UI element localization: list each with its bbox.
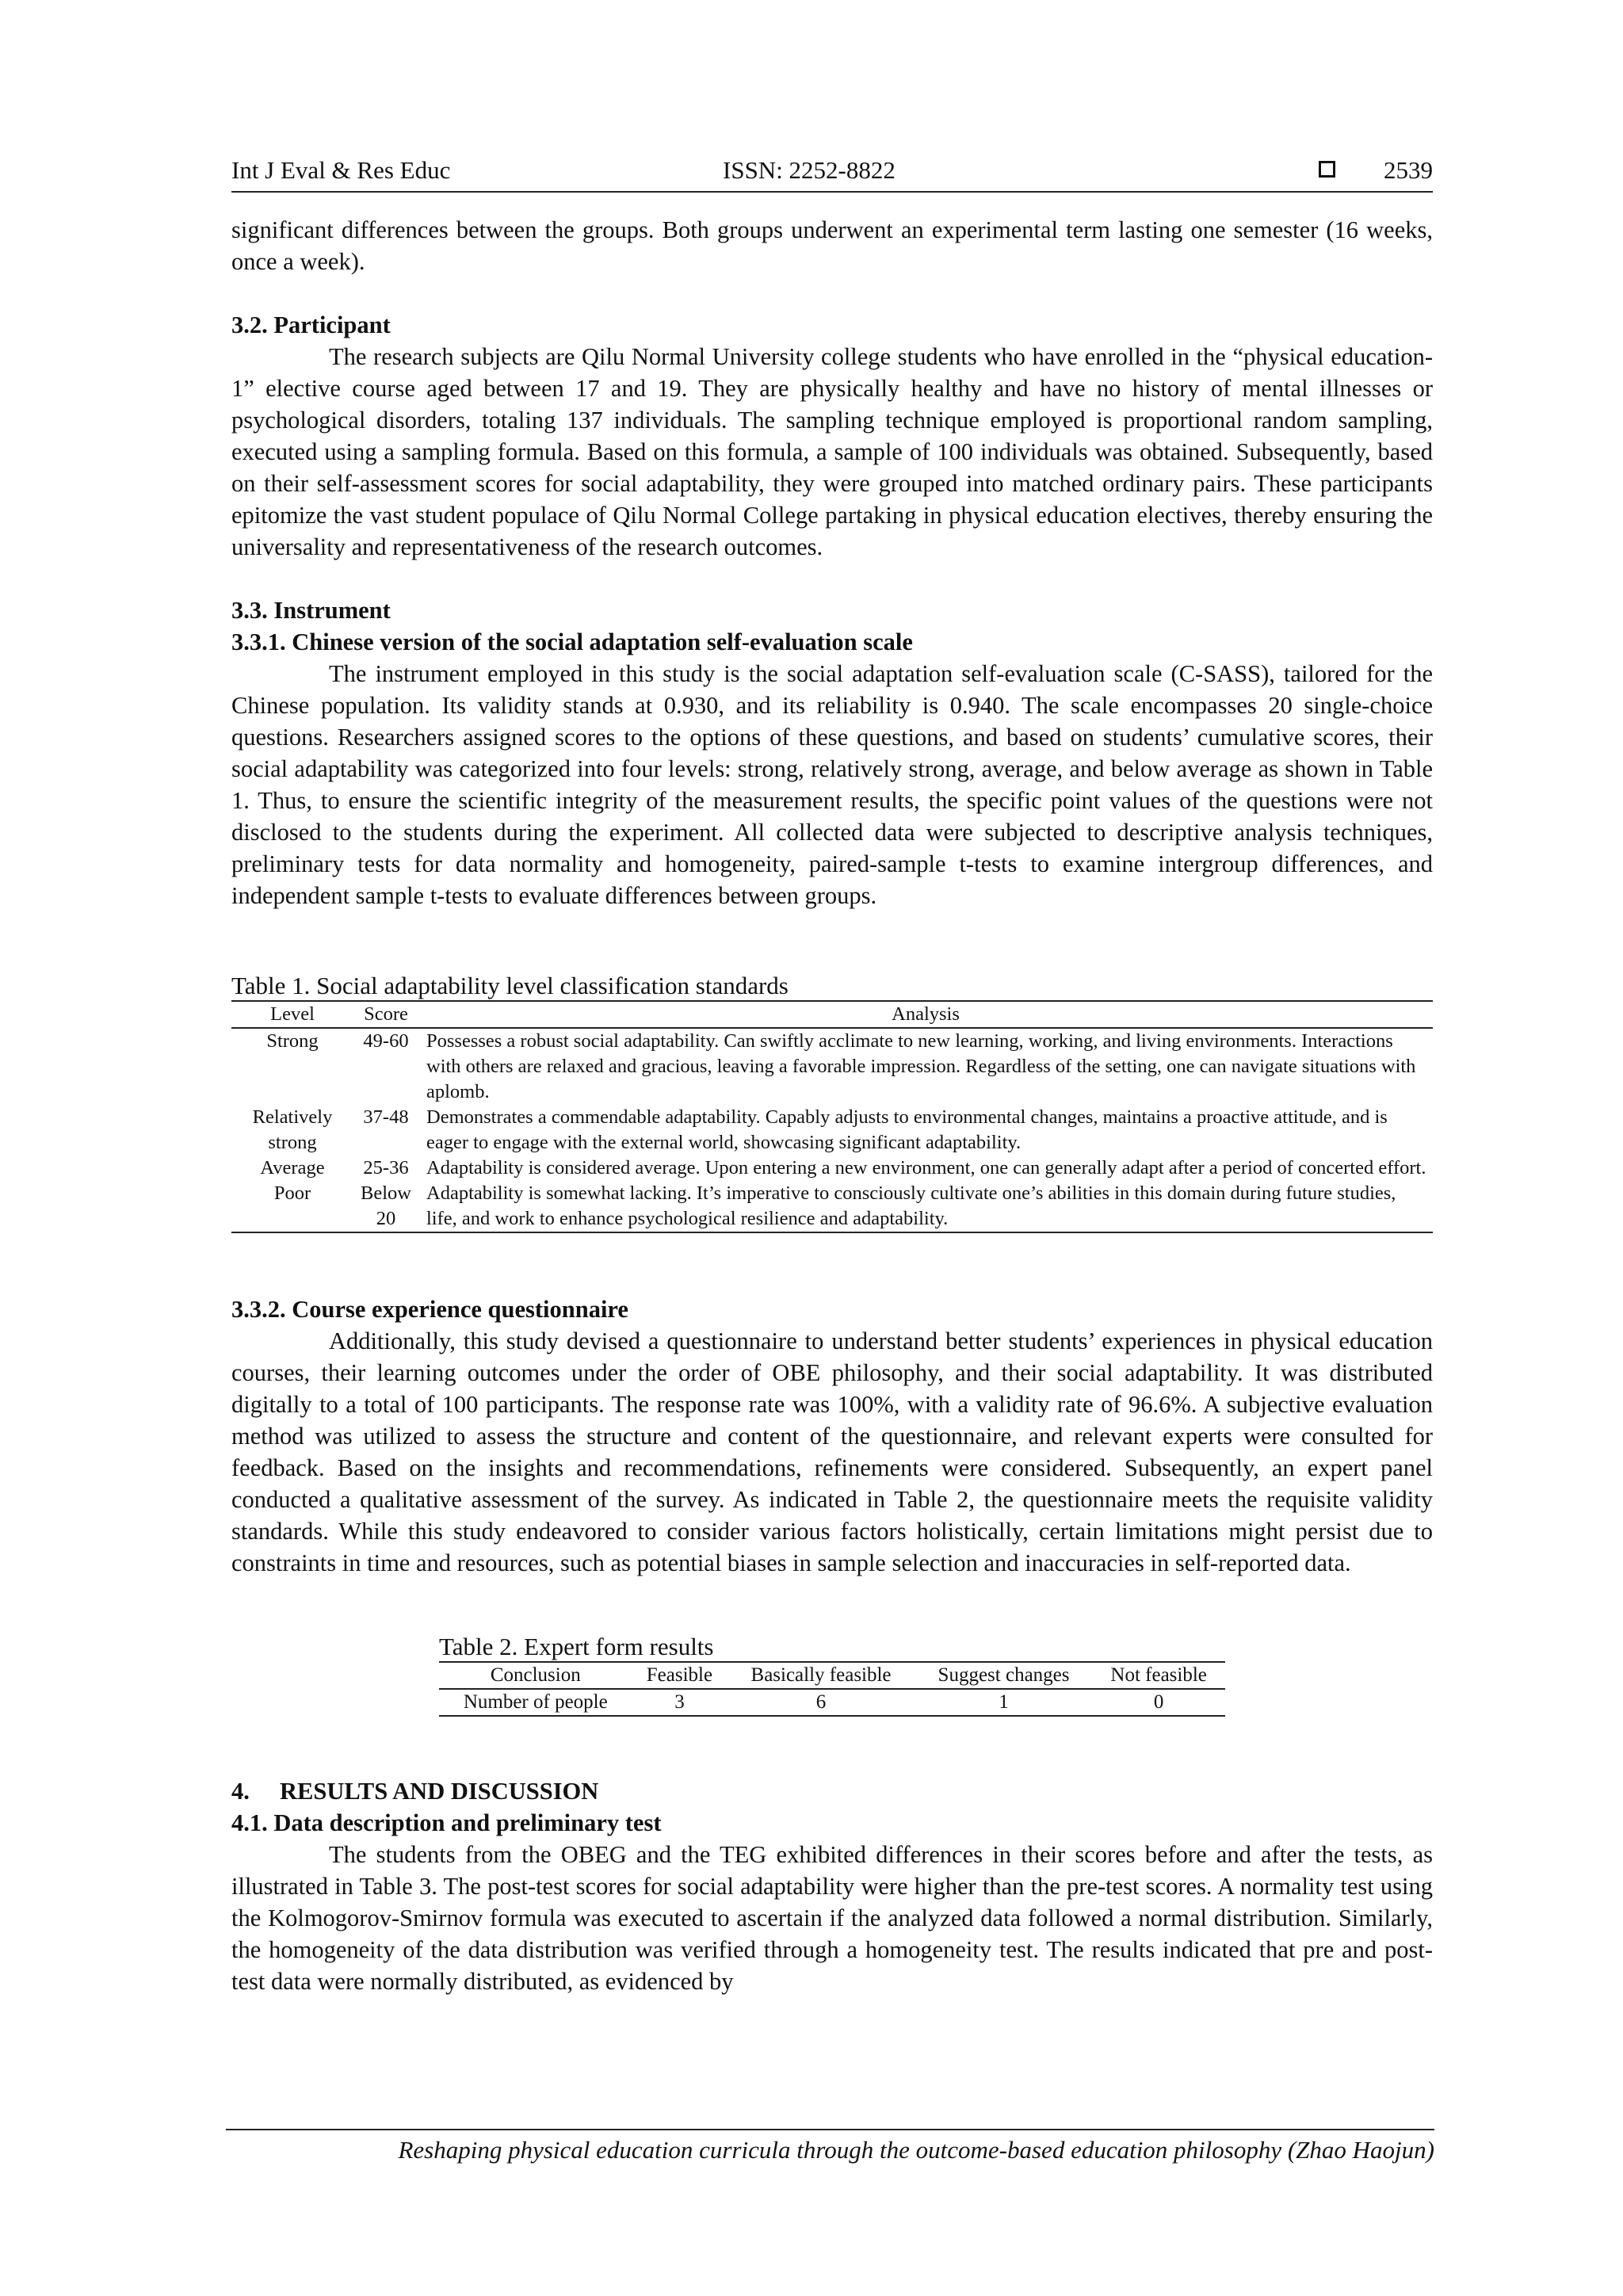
table-1 — [231, 972, 1433, 1233]
table-1-analysis: Adaptability is somewhat lacking. It’s imperative to consciously cultivate one’s abilities in this domain during future studies, life, and work to enhance psychological resilience and adaptability. — [426, 1182, 1396, 1229]
section-heading-4: 4. RESULTS AND DISCUSSION — [231, 1778, 599, 1805]
issn: ISSN: 2252-8822 — [723, 156, 896, 184]
table-row — [231, 1028, 1433, 1105]
results-paragraph: The students from the OBEG and the TEG exhibited differences in their scores before and after the tests, as illustrated in Table 3. The post-test scores for social adaptability were higher than the pre-test scores. A normality test using the Kolmogorov-Smirnov formula was executed to ascertain if the analyzed data followed a normal distribution. Similarly, the homogeneity of the data distribution was verified through a homogeneity test. The results indicated that pre and post-test data were normally distributed, as evidenced by — [231, 1841, 1433, 1995]
table-2-caption: Table 2. Expert form results — [439, 1633, 714, 1660]
table-1-header-score: Score — [353, 1001, 418, 1028]
participant-paragraph: The research subjects are Qilu Normal University college students who have enrolled in the “physical education-1” elective course aged between 17 and 19. They are physically healthy and have no history of mental illnesses or psychological disorders, totaling 137 individuals. The sampling technique employed is proportional random sampling, executed using a sampling formula. Based on this formula, a sample of 100 individuals was obtained. Subsequently, based on their self-assessment scores for social adaptability, they were grouped into matched ordinary pairs. These participants epitomize the vast student populace of Qilu Normal College partaking in physical education electives, thereby ensuring the universality and representativeness of the research outcomes. — [231, 343, 1433, 560]
table-2-header-basically-feasible: Basically feasible — [727, 1662, 915, 1689]
table-2 — [439, 1633, 1225, 1717]
table-2-grid — [439, 1661, 1225, 1717]
table-2-header-not-feasible: Not feasible — [1092, 1662, 1225, 1689]
table-1-analysis: Demonstrates a commendable adaptability. Capably adjusts to environmental changes, maintains a proactive attitude, and is eager to engage with the external world, showcasing significant adaptability. — [426, 1106, 1388, 1153]
page-number: 2539 — [1384, 156, 1433, 184]
table-row — [231, 1181, 1433, 1232]
table-1-header-analysis: Analysis — [418, 1001, 1433, 1028]
section-heading-3-3-1: 3.3.1. Chinese version of the social adaptation self-evaluation scale — [231, 628, 913, 655]
table-2-row-label: Number of people — [463, 1691, 608, 1713]
table-1-caption: Table 1. Social adaptability level classification standards — [231, 972, 789, 999]
table-row — [231, 1156, 1433, 1181]
table-2-cell: 6 — [815, 1691, 827, 1713]
table-2-header-feasible: Feasible — [632, 1662, 727, 1689]
table-1-score: 49-60 — [363, 1030, 409, 1052]
instrument-paragraph: The instrument employed in this study is the social adaptation self-evaluation scale (C-SASS), tailored for the Chinese population. Its validity stands at 0.930, and its reliability is 0.940. The scale encompasses 20 single-choice questions. Researchers assigned scores to the options of these questions, and based on students’ cumulative scores, their social adaptability was categorized into four levels: strong, relatively strong, average, and below average as shown in Table 1. Thus, to ensure the scientific integrity of the measurement results, the specific point values of the questions were not disclosed to the students during the experiment. All collected data were subjected to descriptive analysis techniques, preliminary tests for data normality and homogeneity, paired-sample t-tests to examine intergroup differences, and independent sample t-tests to evaluate differences between groups. — [231, 660, 1433, 909]
section-heading-4-1: 4.1. Data description and preliminary test — [231, 1809, 662, 1836]
table-2-cell: 3 — [674, 1691, 685, 1713]
table-1-score: 25-36 — [363, 1157, 409, 1179]
table-2-cell: 1 — [999, 1691, 1009, 1713]
section-heading-3-3: 3.3. Instrument — [231, 597, 391, 624]
table-1-analysis: Possesses a robust social adaptability. Can swiftly acclimate to new learning, working, and living environments. Interactions with others are relaxed and gracious, leaving a favorable impression. Regardless of the setting, one can navigate situations with aplomb. — [426, 1030, 1416, 1102]
running-title: Reshaping physical education curricula through the outcome-based education philosophy (Zhao Haojun) — [398, 2136, 1434, 2164]
table-1-score: Below 20 — [361, 1182, 411, 1229]
table-2-header-conclusion: Conclusion — [439, 1662, 632, 1689]
section-heading-3-3-2: 3.3.2. Course experience questionnaire — [231, 1296, 628, 1323]
page-header — [231, 156, 1433, 193]
journal-name: Int J Eval & Res Educ — [231, 156, 451, 184]
checkbox-square-icon — [1319, 161, 1335, 178]
page-footer — [226, 2129, 1434, 2167]
table-1-level: Poor — [273, 1182, 311, 1204]
table-1-level: Relatively strong — [252, 1106, 333, 1153]
section-heading-3-2: 3.2. Participant — [231, 311, 391, 338]
table-1-grid — [231, 1000, 1433, 1233]
table-2-cell: 0 — [1153, 1691, 1164, 1713]
table-1-analysis: Adaptability is considered average. Upon entering a new environment, one can generally adapt after a period of concerted effort. — [426, 1157, 1426, 1179]
table-1-header-level: Level — [231, 1001, 353, 1028]
table-2-header-suggest-changes: Suggest changes — [915, 1662, 1093, 1689]
body-content — [231, 214, 1433, 1997]
table-row — [231, 1105, 1433, 1156]
table-1-level: Strong — [266, 1030, 319, 1052]
table-row — [439, 1689, 1225, 1716]
table-1-score: 37-48 — [363, 1106, 409, 1128]
table-1-level: Average — [260, 1157, 325, 1179]
questionnaire-paragraph: Additionally, this study devised a questionnaire to understand better students’ experiences in physical education courses, their learning outcomes under the order of OBE philosophy, and their social adaptability. It was distributed digitally to a total of 100 participants. The response rate was 100%, with a validity rate of 96.6%. A subjective evaluation method was utilized to assess the structure and content of the questionnaire, and relevant experts were consulted for feedback. Based on the insights and recommendations, refinements were considered. Subsequently, an expert panel conducted a qualitative assessment of the survey. As indicated in Table 2, the questionnaire meets the requisite validity standards. While this study endeavored to consider various factors holistically, certain limitations might persist due to constraints in time and resources, such as potential biases in sample selection and inaccuracies in self-reported data. — [231, 1328, 1433, 1576]
intro-paragraph: significant differences between the groups. Both groups underwent an experimental term lasting one semester (16 weeks, once a week). — [231, 216, 1433, 275]
